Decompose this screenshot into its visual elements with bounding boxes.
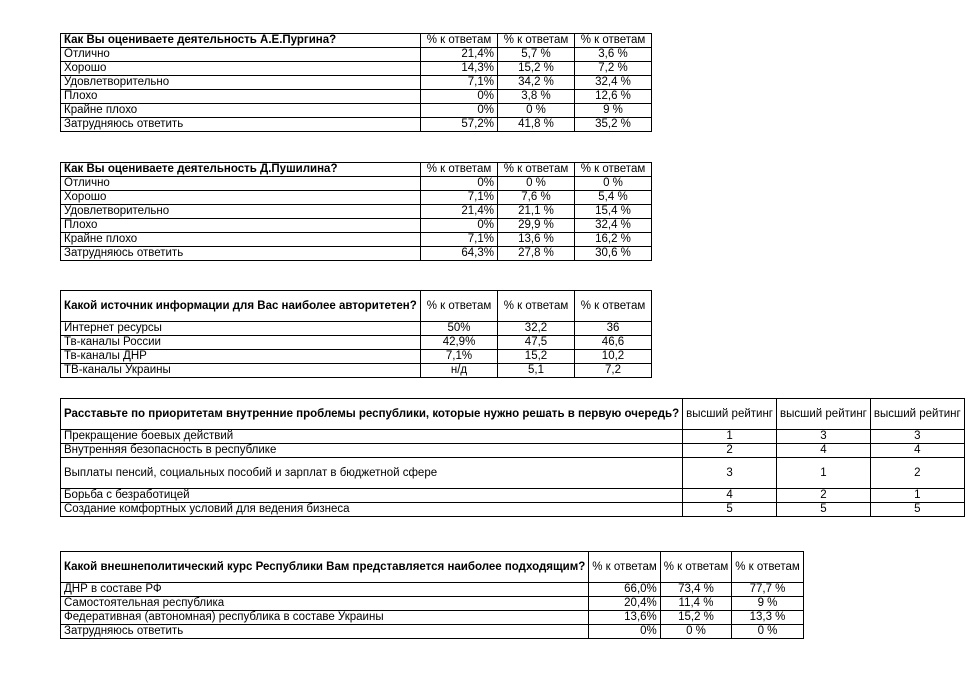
row-label: Хорошо xyxy=(61,62,421,76)
table-header xyxy=(61,34,652,48)
value-cell: 2 xyxy=(870,458,964,489)
value-cell: 2 xyxy=(777,489,871,503)
column-header: % к ответам xyxy=(575,291,652,322)
table-row xyxy=(61,76,652,90)
value-cell: 15,2 % xyxy=(660,611,732,625)
table-row xyxy=(61,444,965,458)
value-cell: 34,2 % xyxy=(498,76,575,90)
table-row xyxy=(61,177,652,191)
value-cell: 0 % xyxy=(575,177,652,191)
column-header: высший рейтинг xyxy=(683,399,777,430)
column-header: % к ответам xyxy=(421,163,498,177)
value-cell: 21,4% xyxy=(421,48,498,62)
value-cell: 0% xyxy=(421,219,498,233)
value-cell: 9 % xyxy=(575,104,652,118)
value-cell: 13,6 % xyxy=(498,233,575,247)
value-cell: 7,2 % xyxy=(575,62,652,76)
value-cell: 36 xyxy=(575,322,652,336)
value-cell: 10,2 xyxy=(575,350,652,364)
row-label: Федеративная (автономная) республика в составе Украины xyxy=(61,611,589,625)
table-header xyxy=(61,163,652,177)
row-label: Создание комфортных условий для ведения бизнеса xyxy=(61,503,683,517)
table-purgin xyxy=(60,33,652,132)
question-cell: Как Вы оцениваете деятельность А.Е.Пургина? xyxy=(61,34,421,48)
row-label: Внутренняя безопасность в республике xyxy=(61,444,683,458)
value-cell: 0 % xyxy=(498,177,575,191)
row-label: Прекращение боевых действий xyxy=(61,430,683,444)
value-cell: 3,8 % xyxy=(498,90,575,104)
value-cell: 1 xyxy=(777,458,871,489)
value-cell: 50% xyxy=(421,322,498,336)
value-cell: 73,4 % xyxy=(660,583,732,597)
value-cell: 2 xyxy=(683,444,777,458)
value-cell: 9 % xyxy=(732,597,804,611)
table-row xyxy=(61,458,965,489)
value-cell: 5,1 xyxy=(498,364,575,378)
value-cell: 5,4 % xyxy=(575,191,652,205)
value-cell: 7,1% xyxy=(421,350,498,364)
value-cell: 7,1% xyxy=(421,191,498,205)
table-row xyxy=(61,247,652,261)
table-priorities xyxy=(60,398,965,517)
row-label: Удовлетворительно xyxy=(61,205,421,219)
row-label: Крайне плохо xyxy=(61,104,421,118)
value-cell: 0% xyxy=(421,104,498,118)
table-row xyxy=(61,205,652,219)
value-cell: 7,6 % xyxy=(498,191,575,205)
row-label: Самостоятельная республика xyxy=(61,597,589,611)
column-header: % к ответам xyxy=(421,34,498,48)
table-header xyxy=(61,291,652,322)
value-cell: 5 xyxy=(683,503,777,517)
table-row xyxy=(61,62,652,76)
value-cell: 57,2% xyxy=(421,118,498,132)
column-header: % к ответам xyxy=(575,34,652,48)
column-header: % к ответам xyxy=(498,163,575,177)
value-cell: 47,5 xyxy=(498,336,575,350)
value-cell: 4 xyxy=(683,489,777,503)
column-header: % к ответам xyxy=(732,552,804,583)
table-row xyxy=(61,364,652,378)
value-cell: 29,9 % xyxy=(498,219,575,233)
value-cell: 32,2 xyxy=(498,322,575,336)
value-cell: 13,3 % xyxy=(732,611,804,625)
column-header: высший рейтинг xyxy=(870,399,964,430)
value-cell: 1 xyxy=(683,430,777,444)
table-row xyxy=(61,597,804,611)
table-pushilin xyxy=(60,162,652,261)
value-cell: 11,4 % xyxy=(660,597,732,611)
value-cell: 32,4 % xyxy=(575,219,652,233)
value-cell: 7,2 xyxy=(575,364,652,378)
column-header: % к ответам xyxy=(498,34,575,48)
value-cell: 32,4 % xyxy=(575,76,652,90)
value-cell: 3,6 % xyxy=(575,48,652,62)
table-row xyxy=(61,611,804,625)
table-row xyxy=(61,336,652,350)
column-header: % к ответам xyxy=(498,291,575,322)
value-cell: 0 % xyxy=(498,104,575,118)
value-cell: 13,6% xyxy=(589,611,661,625)
row-label: Борьба с безработицей xyxy=(61,489,683,503)
value-cell: 1 xyxy=(870,489,964,503)
value-cell: 7,1% xyxy=(421,76,498,90)
table-row xyxy=(61,430,965,444)
value-cell: 21,4% xyxy=(421,205,498,219)
column-header: % к ответам xyxy=(589,552,661,583)
table-row xyxy=(61,583,804,597)
value-cell: 21,1 % xyxy=(498,205,575,219)
value-cell: 12,6 % xyxy=(575,90,652,104)
value-cell: 14,3% xyxy=(421,62,498,76)
row-label: Крайне плохо xyxy=(61,233,421,247)
table-row xyxy=(61,104,652,118)
value-cell: 0 % xyxy=(660,625,732,639)
value-cell: 15,2 xyxy=(498,350,575,364)
row-label: Тв-каналы ДНР xyxy=(61,350,421,364)
row-label: Отлично xyxy=(61,48,421,62)
table-foreign-policy xyxy=(60,551,804,639)
row-label: ТВ-каналы Украины xyxy=(61,364,421,378)
value-cell: 3 xyxy=(777,430,871,444)
question-cell: Какой внешнеполитический курс Республики Вам представляется наиболее подходящим? xyxy=(61,552,589,583)
row-label: Хорошо xyxy=(61,191,421,205)
value-cell: 0 % xyxy=(732,625,804,639)
row-label: Затрудняюсь ответить xyxy=(61,118,421,132)
value-cell: 35,2 % xyxy=(575,118,652,132)
table-row xyxy=(61,350,652,364)
table-row xyxy=(61,191,652,205)
value-cell: 30,6 % xyxy=(575,247,652,261)
table-row xyxy=(61,90,652,104)
value-cell: 41,8 % xyxy=(498,118,575,132)
value-cell: 4 xyxy=(777,444,871,458)
table-header xyxy=(61,399,965,430)
row-label: ДНР в составе РФ xyxy=(61,583,589,597)
value-cell: 7,1% xyxy=(421,233,498,247)
row-label: Затрудняюсь ответить xyxy=(61,247,421,261)
table-row xyxy=(61,489,965,503)
value-cell: 5 xyxy=(870,503,964,517)
value-cell: 5,7 % xyxy=(498,48,575,62)
column-header: % к ответам xyxy=(660,552,732,583)
row-label: Затрудняюсь ответить xyxy=(61,625,589,639)
table-row xyxy=(61,118,652,132)
value-cell: 0% xyxy=(589,625,661,639)
table-row xyxy=(61,219,652,233)
question-cell: Какой источник информации для Вас наиболее авторитетен? xyxy=(61,291,421,322)
column-header: % к ответам xyxy=(421,291,498,322)
value-cell: 5 xyxy=(777,503,871,517)
value-cell: 4 xyxy=(870,444,964,458)
question-cell: Как Вы оцениваете деятельность Д.Пушилина? xyxy=(61,163,421,177)
value-cell: 15,2 % xyxy=(498,62,575,76)
table-header xyxy=(61,552,804,583)
table-row xyxy=(61,625,804,639)
column-header: % к ответам xyxy=(575,163,652,177)
value-cell: 64,3% xyxy=(421,247,498,261)
row-label: Выплаты пенсий, социальных пособий и зарплат в бюджетной сфере xyxy=(61,458,683,489)
question-cell: Расставьте по приоритетам внутренние проблемы республики, которые нужно решать в первую очередь? xyxy=(61,399,683,430)
value-cell: 42,9% xyxy=(421,336,498,350)
value-cell: 15,4 % xyxy=(575,205,652,219)
value-cell: 3 xyxy=(870,430,964,444)
table-row xyxy=(61,48,652,62)
value-cell: 16,2 % xyxy=(575,233,652,247)
value-cell: 3 xyxy=(683,458,777,489)
value-cell: 77,7 % xyxy=(732,583,804,597)
value-cell: 66,0% xyxy=(589,583,661,597)
table-row xyxy=(61,322,652,336)
row-label: Плохо xyxy=(61,219,421,233)
value-cell: н/д xyxy=(421,364,498,378)
row-label: Плохо xyxy=(61,90,421,104)
value-cell: 46,6 xyxy=(575,336,652,350)
value-cell: 27,8 % xyxy=(498,247,575,261)
column-header: высший рейтинг xyxy=(777,399,871,430)
row-label: Интернет ресурсы xyxy=(61,322,421,336)
table-info-source xyxy=(60,290,652,378)
value-cell: 20,4% xyxy=(589,597,661,611)
value-cell: 0% xyxy=(421,177,498,191)
table-row xyxy=(61,503,965,517)
row-label: Отлично xyxy=(61,177,421,191)
value-cell: 0% xyxy=(421,90,498,104)
row-label: Удовлетворительно xyxy=(61,76,421,90)
table-row xyxy=(61,233,652,247)
row-label: Тв-каналы России xyxy=(61,336,421,350)
